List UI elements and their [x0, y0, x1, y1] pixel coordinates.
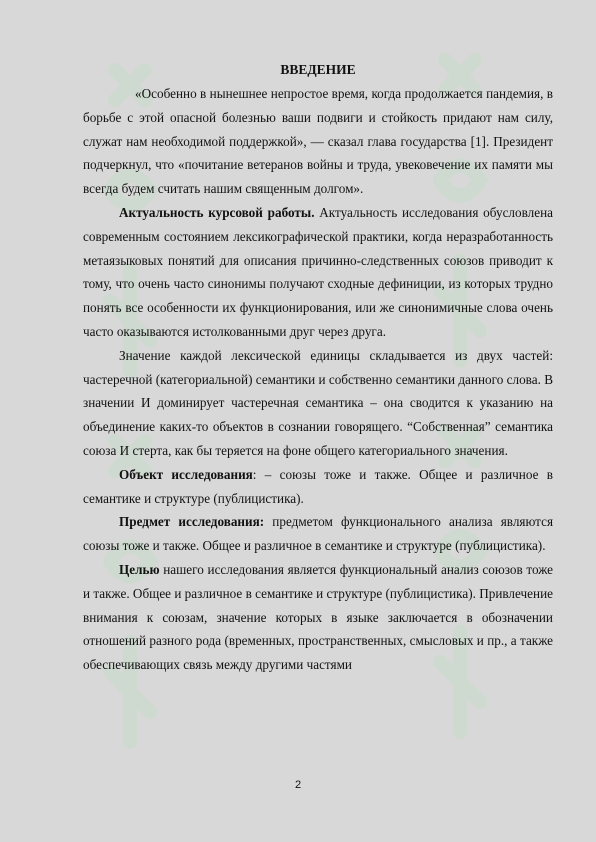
subject-text: предметом функционального анализа являются союзы тоже и также. Общее и различное в семантике и структуре (публицистика).	[83, 514, 554, 554]
page-number: 2	[294, 779, 302, 791]
paragraph-goal	[83, 558, 553, 677]
document-body	[83, 58, 553, 677]
relevance-text: Актуальность исследования обусловлена современным состоянием лексикографической практики, когда неразработанность метаязыковых понятий для описания причинно-следственных союзов приводит к тому, что очень часто синонимы получают сходные дефиниции, из которых трудно понять все особенности их функционирования, или же синонимичные слова очень часто оказываются истолкованными друг через друга.	[83, 204, 553, 339]
paragraph-object	[83, 463, 553, 511]
object-heading: Объект исследования	[119, 466, 253, 482]
object-text: : – союзы тоже и также. Общее и различное в семантике и структуре (публицистика).	[83, 466, 553, 506]
relevance-heading: Актуальность курсовой работы.	[119, 204, 315, 220]
page-title: ВВЕДЕНИЕ	[280, 62, 356, 77]
subject-heading: Предмет исследования:	[119, 514, 265, 530]
paragraph-meaning: Значение каждой лексической единицы складывается из двух частей: частеречной (категориальной) семантики и собственно семантики данного слова. В значении И доминирует частеречная семантика – она сводится к указанию на объединение каких-то объектов в сознании говорящего. “Собственная” семантика союза И стерта, как бы теряется на фоне общего категориального значения.	[83, 347, 553, 458]
paragraph-relevance	[83, 201, 553, 344]
paragraph-quote: «Особенно в нынешнее непростое время, когда продолжается пандемия, в борьбе с этой опасной болезнью ваши подвиги и стойкость придают нам силу, служат нам необходимой поддержкой», — сказал глава государства [1]. Президент подчеркнул, что «почитание ветеранов войны и труда, увековечение их памяти мы всегда будем считать нашим священным долгом».	[83, 86, 553, 197]
goal-heading: Целью	[119, 561, 160, 577]
paragraph-subject	[83, 510, 553, 558]
goal-text: нашего исследования является функциональный анализ союзов тоже и также. Общее и различное в семантике и структуре (публицистика). Привлечение внимания к союзам, значение которых в языке заключается в обозначении отношений разного рода (временных, пространственных, смысловых и пр., а также обеспечивающих связь между другими частями	[83, 561, 553, 673]
